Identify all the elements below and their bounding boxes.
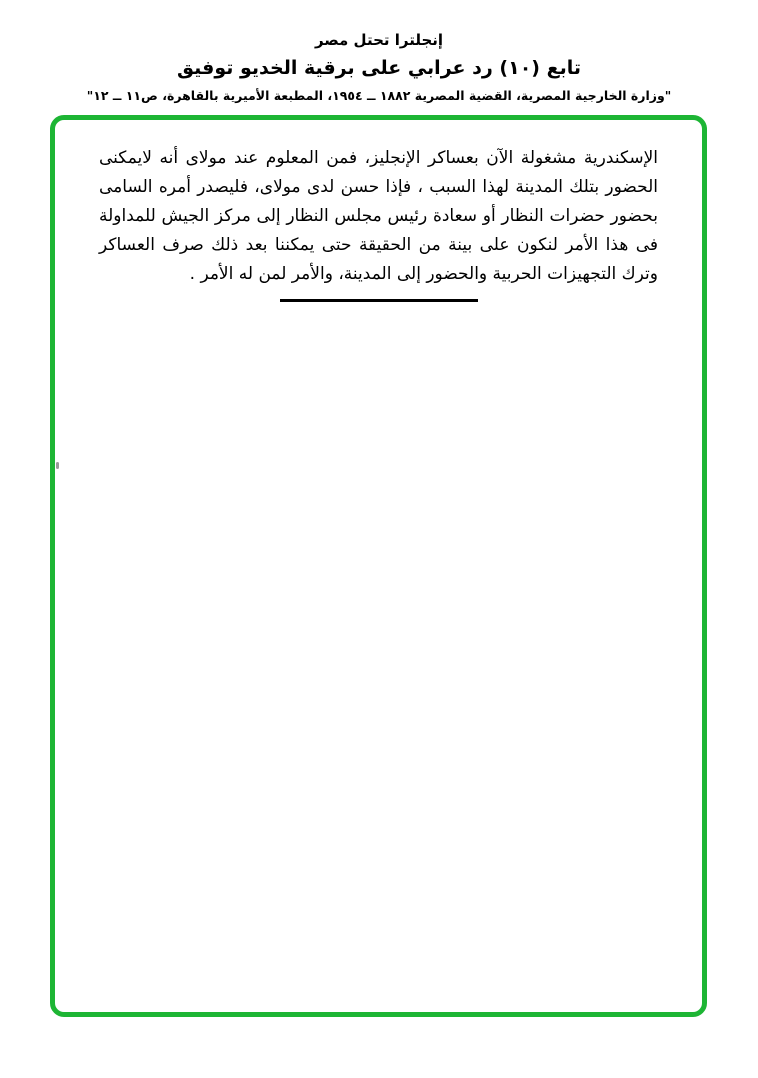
scan-artifact-speck bbox=[56, 462, 59, 469]
header-title: إنجلترا تحتل مصر bbox=[314, 31, 444, 49]
green-border-frame bbox=[50, 115, 707, 1017]
document-header bbox=[0, 30, 758, 104]
document-paragraph: الإسكندرية مشغولة الآن بعساكر الإنجليز، فمن المعلوم عند مولاى أنه لايمكنى الحضور بتلك المدينة لهذا السبب ، فإذا حسن لدى مولاى، فليصدر أمره السامى بحضور حضرات النظار أو سعادة رئيس مجلس النظار إلى مركز الجيش للمداولة فى هذا الأمر لنكون على بينة من الحقيقة حتى يمكننا بعد ذلك صرف العساكر وترك التجهيزات الحربية والحضور إلى المدينة، والأمر لمن له الأمر . bbox=[99, 148, 658, 284]
header-source-citation: "وزارة الخارجية المصرية، القضية المصرية ١٨٨٢ ــ ١٩٥٤، المطبعة الأميرية بالقاهرة، ص١١ ــ ١٢" bbox=[86, 88, 672, 103]
end-divider-rule bbox=[280, 299, 478, 302]
header-subtitle: تابع (١٠) رد عرابي على برقية الخديو توفيق bbox=[177, 57, 581, 79]
